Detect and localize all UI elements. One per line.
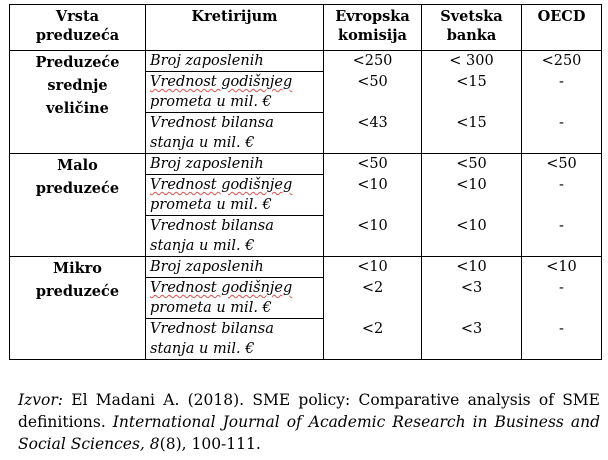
criterion-cell: Vrednost bilansa stanja u mil. € bbox=[146, 216, 324, 257]
oecd-value: - bbox=[522, 216, 602, 257]
european-commission-value: <2 bbox=[324, 278, 422, 319]
world-bank-value: <10 bbox=[422, 257, 522, 278]
criterion-cell bbox=[146, 278, 324, 319]
criterion-rest-text: prometa u mil. € bbox=[150, 94, 272, 110]
table-row bbox=[10, 154, 602, 175]
criterion-cell: Broj zaposlenih bbox=[146, 51, 324, 72]
oecd-value: - bbox=[522, 319, 602, 360]
oecd-value: <250 bbox=[522, 51, 602, 72]
world-bank-value: <50 bbox=[422, 154, 522, 175]
european-commission-value: <10 bbox=[324, 216, 422, 257]
source-issue: (8), 100-111. bbox=[159, 435, 261, 453]
source-text: El Madani A. (2018). SME policy: Comparative analysis of SME definitions. bbox=[18, 391, 600, 431]
criterion-rest-text: prometa u mil. € bbox=[150, 300, 272, 316]
world-bank-value: <10 bbox=[422, 216, 522, 257]
european-commission-value: <10 bbox=[324, 175, 422, 216]
sme-definitions-table bbox=[9, 4, 602, 360]
enterprise-type-cell: Malo preduzeće bbox=[10, 154, 146, 257]
enterprise-type-cell: Preduzeće srednje veličine bbox=[10, 51, 146, 154]
spellcheck-underlined-text: Vrednost godišnjeg bbox=[150, 74, 293, 90]
header-enterprise-type: Vrsta preduzeća bbox=[10, 5, 146, 51]
oecd-value: <10 bbox=[522, 257, 602, 278]
source-citation bbox=[18, 389, 600, 455]
world-bank-value: <15 bbox=[422, 113, 522, 154]
criterion-cell bbox=[146, 175, 324, 216]
oecd-value: <50 bbox=[522, 154, 602, 175]
european-commission-value: <10 bbox=[324, 257, 422, 278]
oecd-value: - bbox=[522, 72, 602, 113]
header-row bbox=[10, 5, 602, 51]
criterion-cell: Broj zaposlenih bbox=[146, 257, 324, 278]
european-commission-value: <250 bbox=[324, 51, 422, 72]
world-bank-value: <10 bbox=[422, 175, 522, 216]
european-commission-value: <43 bbox=[324, 113, 422, 154]
spellcheck-underlined-text: Vrednost godišnjeg bbox=[150, 177, 293, 193]
world-bank-value: <3 bbox=[422, 278, 522, 319]
oecd-value: - bbox=[522, 278, 602, 319]
header-oecd: OECD bbox=[522, 5, 602, 51]
source-journal: International Journal of Academic Research in Business and Social Sciences, 8 bbox=[18, 413, 600, 453]
header-world-bank: Svetska banka bbox=[422, 5, 522, 51]
criterion-cell: Vrednost bilansa stanja u mil. € bbox=[146, 319, 324, 360]
table-row bbox=[10, 51, 602, 72]
spellcheck-underlined-text: Vrednost godišnjeg bbox=[150, 280, 293, 296]
european-commission-value: <50 bbox=[324, 72, 422, 113]
oecd-value: - bbox=[522, 175, 602, 216]
header-criterion: Kretirijum bbox=[146, 5, 324, 51]
oecd-value: - bbox=[522, 113, 602, 154]
criterion-cell: Broj zaposlenih bbox=[146, 154, 324, 175]
european-commission-value: <2 bbox=[324, 319, 422, 360]
world-bank-value: < 300 bbox=[422, 51, 522, 72]
criterion-rest-text: prometa u mil. € bbox=[150, 197, 272, 213]
table-row bbox=[10, 257, 602, 278]
criterion-cell: Vrednost bilansa stanja u mil. € bbox=[146, 113, 324, 154]
enterprise-type-cell: Mikro preduzeće bbox=[10, 257, 146, 360]
header-european-commission: Evropska komisija bbox=[324, 5, 422, 51]
criterion-cell bbox=[146, 72, 324, 113]
source-label: Izvor: bbox=[18, 391, 64, 409]
world-bank-value: <3 bbox=[422, 319, 522, 360]
world-bank-value: <15 bbox=[422, 72, 522, 113]
european-commission-value: <50 bbox=[324, 154, 422, 175]
